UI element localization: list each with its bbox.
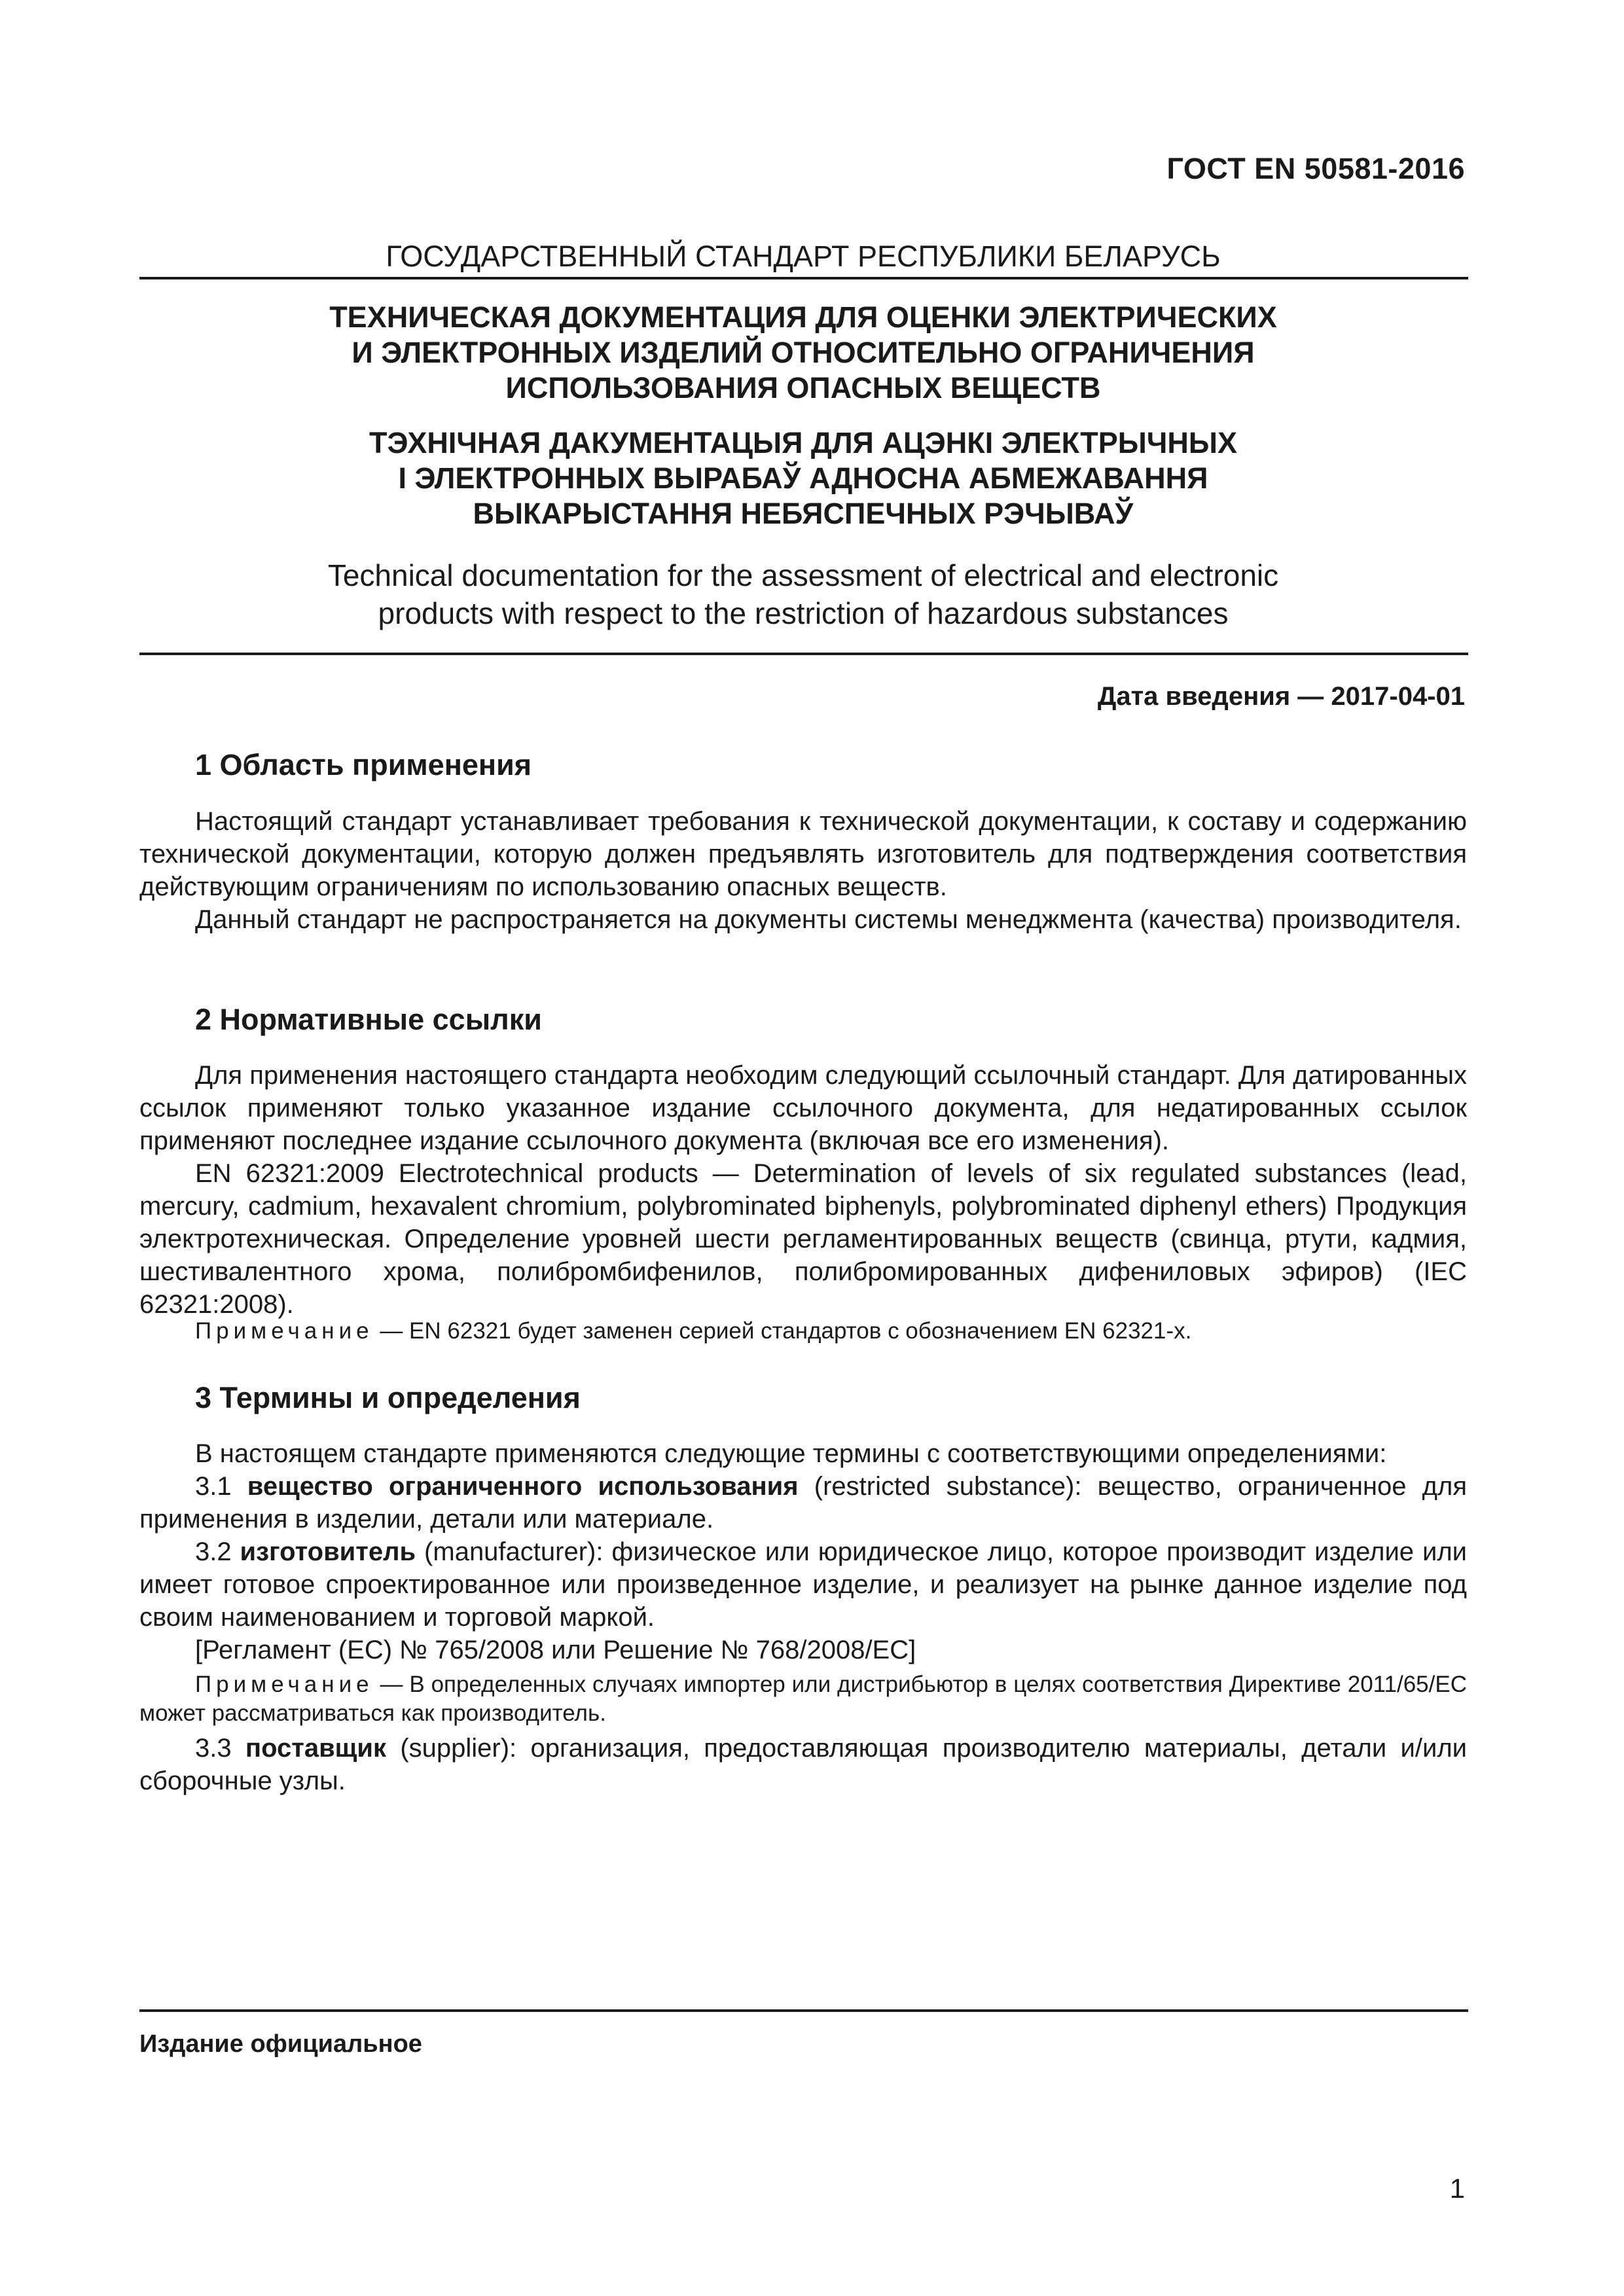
paragraph — [139, 1059, 1467, 1157]
title-by-line: ТЭХНІЧНАЯ ДАКУМЕНТАЦЫЯ ДЛЯ АЦЭНКІ ЭЛЕКТРЫЧНЫХ — [369, 426, 1237, 459]
paragraph — [139, 805, 1467, 903]
title-en-line: products with respect to the restriction of hazardous substances — [378, 596, 1229, 630]
term-name: вещество ограниченного использования — [247, 1472, 799, 1501]
footer-divider — [139, 2009, 1468, 2012]
title-by-line: І ЭЛЕКТРОННЫХ ВЫРАБАЎ АДНОСНА АБМЕЖАВАННЯ — [398, 461, 1208, 495]
term-text: (manufacturer): физическое или юридическое лицо, которое производит изделие или имеет готовое спроектированное или произведенное изделие, и реализует на рынке данное изделие под своим наименованием и торговой маркой. — [139, 1537, 1467, 1632]
title-english — [139, 556, 1467, 632]
term-number: 3.2 — [195, 1537, 240, 1566]
term-text: (supplier): организация, предоставляющая производителю материалы, детали и/или сборочные узлы. — [139, 1734, 1467, 1795]
title-ru-line: ИСПОЛЬЗОВАНИЯ ОПАСНЫХ ВЕЩЕСТВ — [505, 371, 1101, 404]
page-number: 1 — [1449, 2173, 1465, 2204]
term-source — [139, 1634, 1467, 1666]
title-en-line: Technical documentation for the assessment of electrical and electronic — [327, 558, 1279, 592]
term-name: поставщик — [245, 1734, 387, 1763]
title-belarusian — [139, 425, 1467, 531]
term-definition — [139, 1732, 1467, 1797]
note-label: Примечание — [195, 1318, 374, 1344]
section-heading-scope: 1 Область применения — [195, 748, 532, 781]
title-by-line: ВЫКАРЫСТАННЯ НЕБЯСПЕЧНЫХ РЭЧЫВАЎ — [473, 497, 1134, 530]
title-russian — [139, 300, 1467, 406]
paragraph — [139, 1437, 1467, 1470]
introduction-date: Дата введения — 2017-04-01 — [1097, 682, 1465, 711]
top-divider — [139, 277, 1468, 279]
paragraph-text: Настоящий стандарт устанавливает требования к технической документации, к составу и содержанию технической документации, которую должен предъявлять изготовитель для подтверждения соответствия действующим ограничениям по использованию опасных веществ. — [139, 807, 1467, 901]
title-divider — [139, 653, 1468, 655]
paragraph-text: Данный стандарт не распространяется на документы системы менеджмента (качества) производителя. — [195, 905, 1462, 934]
paragraph — [139, 903, 1467, 936]
term-definition — [139, 1535, 1467, 1634]
term-text: (restricted substance): вещество, ограниченное для применения в изделии, детали или материале. — [139, 1472, 1467, 1534]
title-ru-line: И ЭЛЕКТРОННЫХ ИЗДЕЛИЙ ОТНОСИТЕЛЬНО ОГРАНИЧЕНИЯ — [352, 336, 1255, 369]
term-number: 3.1 — [195, 1472, 247, 1501]
section-heading-terms: 3 Термины и определения — [195, 1381, 581, 1414]
term-source-text: [Регламент (ЕС) № 765/2008 или Решение № 768/2008/ЕС] — [195, 1636, 916, 1664]
paragraph — [139, 1157, 1467, 1321]
note-label: Примечание — [195, 1672, 374, 1697]
paragraph-text: EN 62321:2009 Electrotechnical products — Determination of levels of six regulated substances (lead, mercury, cadmium, hexavalent chromium, polybrominated biphenyls, polybrominated diphenyl ethers) Продукция электротехническая. Определение уровней шести регламентированных веществ (свинца, ртути, кадмия, шестивалентного хрома, полибромбифенилов, полибромированных дифениловых эфиров) (IEC 62321:2008). — [139, 1159, 1467, 1319]
term-number: 3.3 — [195, 1734, 245, 1763]
note — [139, 1317, 1467, 1346]
note-text: — EN 62321 будет заменен серией стандартов с обозначением EN 62321-x. — [373, 1318, 1192, 1344]
paragraph-text: В настоящем стандарте применяются следующие термины с соответствующими определениями: — [195, 1439, 1387, 1468]
section-heading-references: 2 Нормативные ссылки — [195, 1003, 542, 1036]
term-name: изготовитель — [240, 1537, 416, 1566]
paragraph-text: Для применения настоящего стандарта необходим следующий ссылочный стандарт. Для датированных ссылок применяют только указанное издание ссылочного документа, для недатированных ссылок применяют последнее издание ссылочного документа (включая все его изменения). — [139, 1061, 1467, 1155]
note — [139, 1670, 1467, 1728]
official-edition-label: Издание официальное — [139, 2030, 422, 2058]
note-text: — В определенных случаях импортер или дистрибьютор в целях соответствия Директиве 2011/65/ЕС может рассматриваться как производитель. — [139, 1672, 1467, 1726]
term-definition — [139, 1470, 1467, 1535]
standard-designation: ГОСТ EN 50581-2016 — [1166, 152, 1465, 185]
state-standard-heading: ГОСУДАРСТВЕННЫЙ СТАНДАРТ РЕСПУБЛИКИ БЕЛАРУСЬ — [386, 240, 1221, 273]
title-ru-line: ТЕХНИЧЕСКАЯ ДОКУМЕНТАЦИЯ ДЛЯ ОЦЕНКИ ЭЛЕКТРИЧЕСКИХ — [329, 300, 1277, 334]
